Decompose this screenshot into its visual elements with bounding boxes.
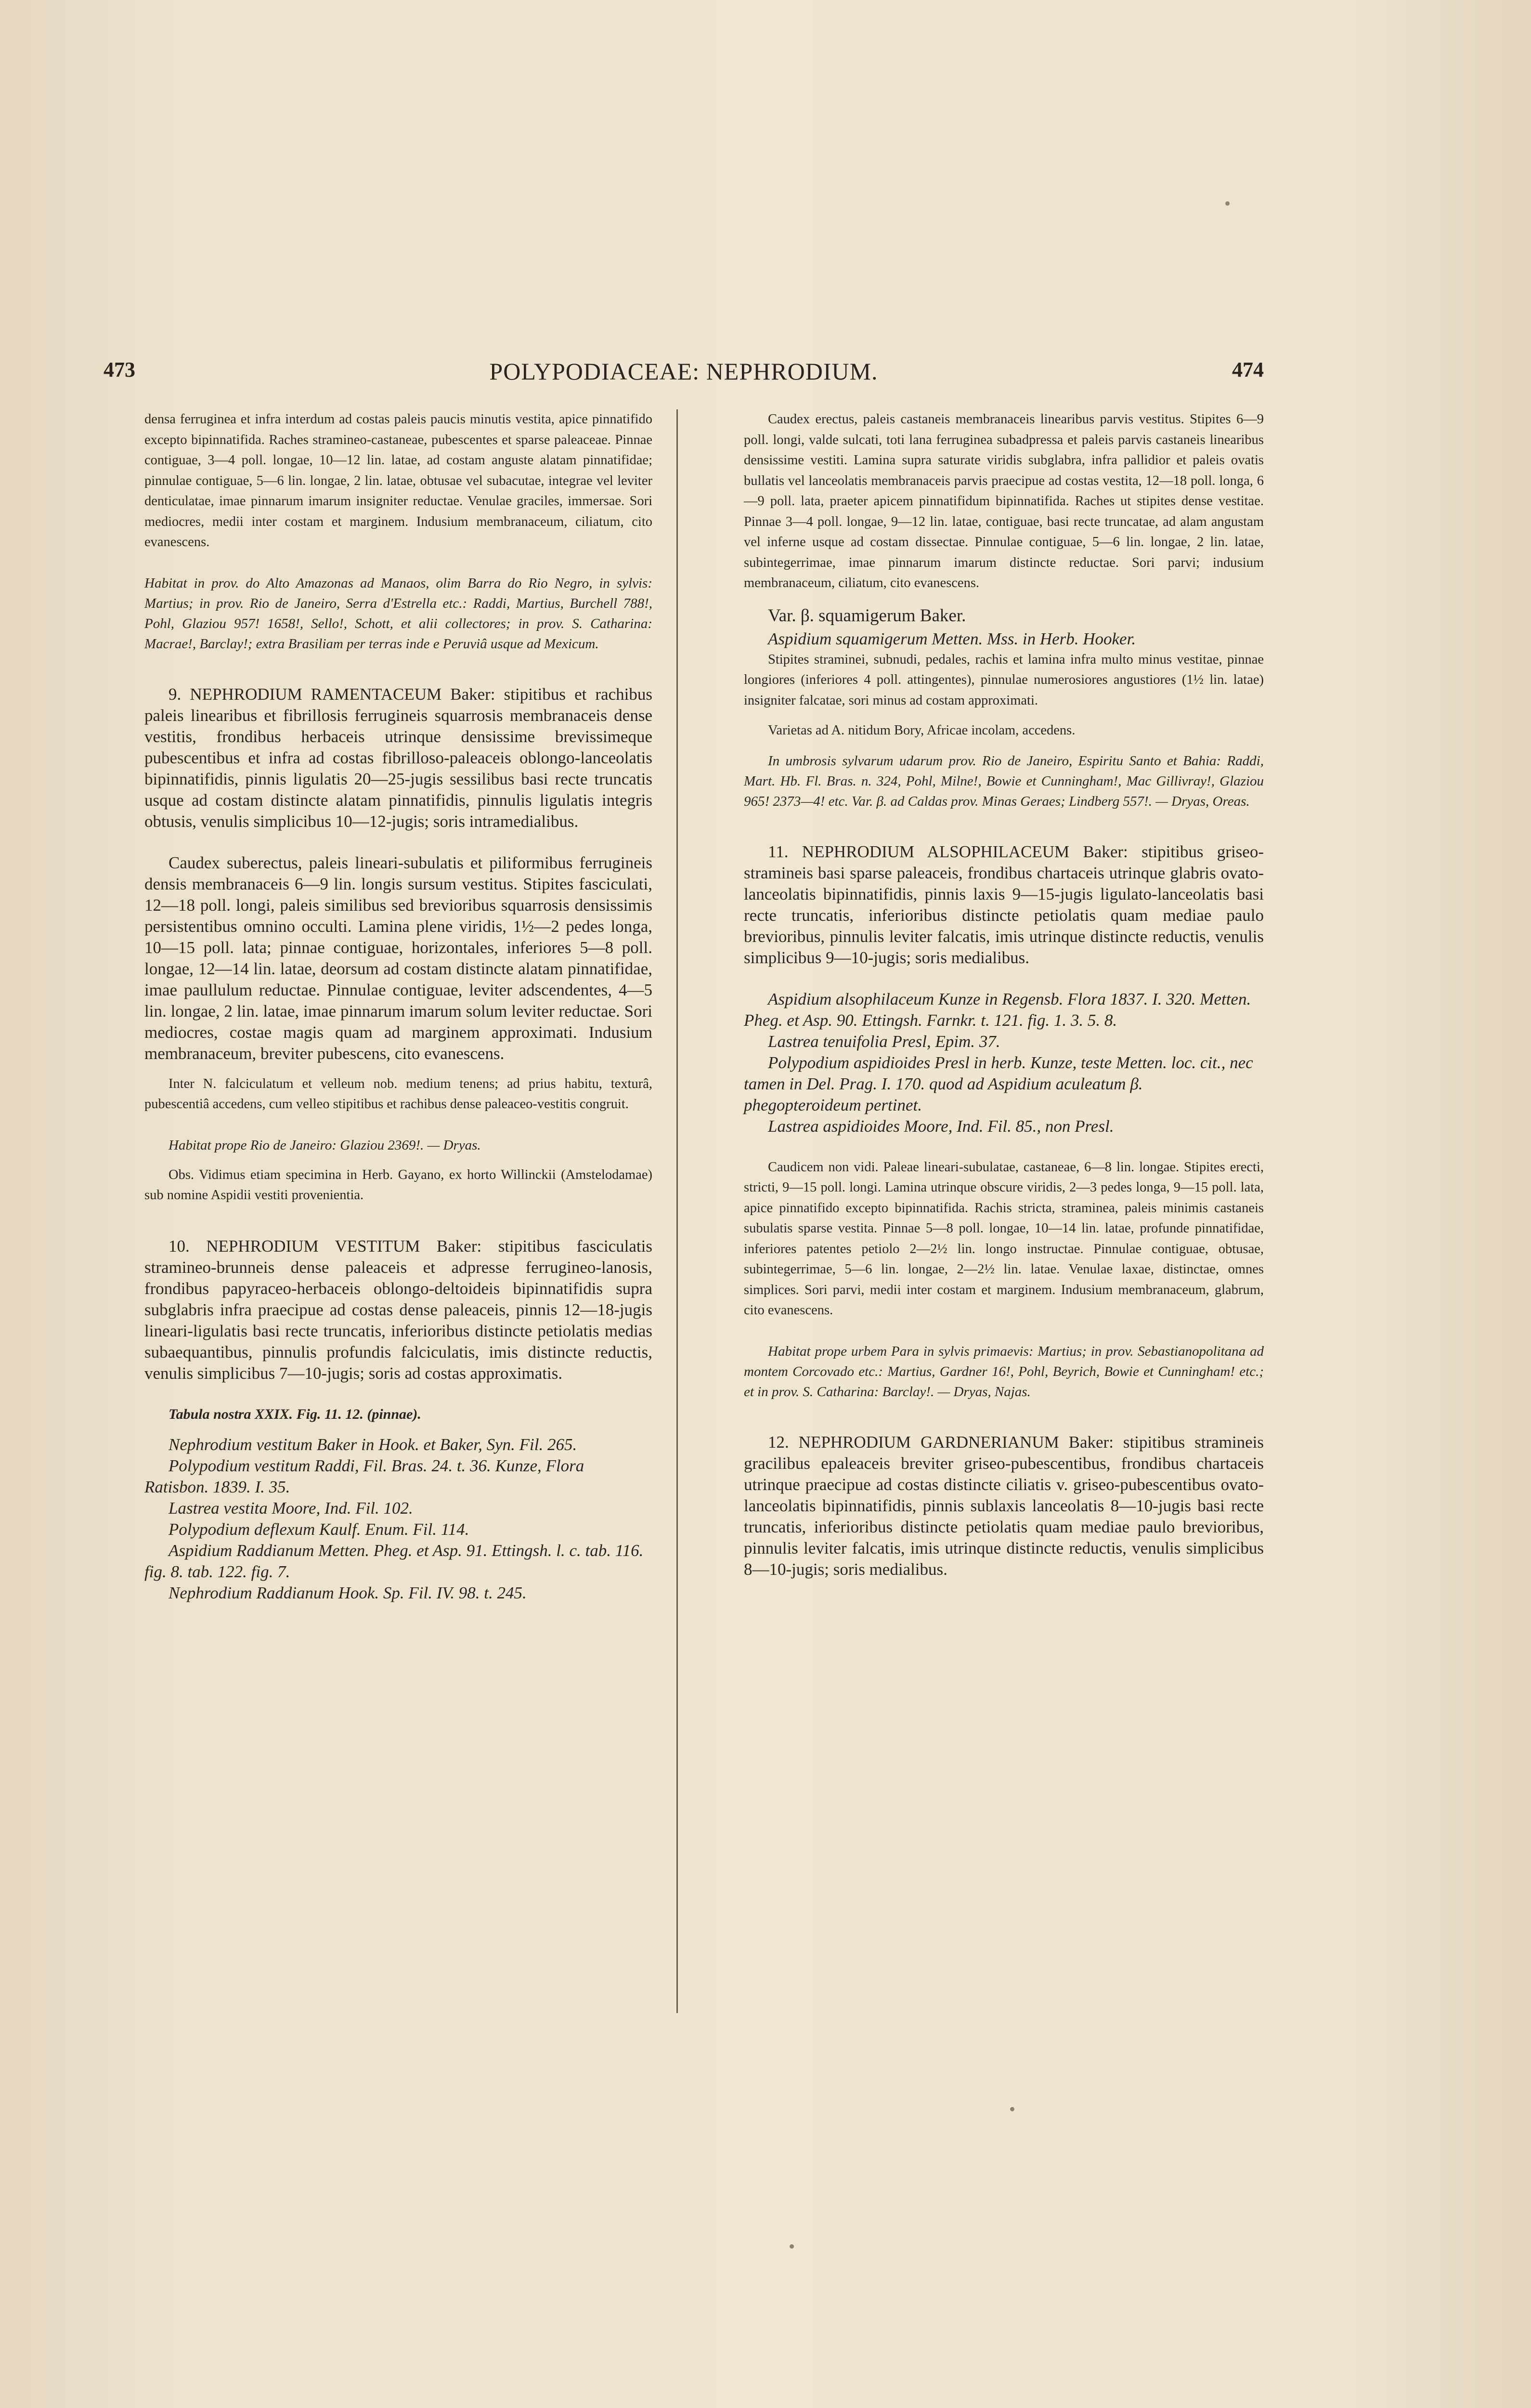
variety-synonym: Aspidium squamigerum Metten. Mss. in Herb. Hooker. bbox=[768, 629, 1136, 648]
variety-title: Var. β. squamigerum Baker. bbox=[768, 605, 966, 626]
species-12-diagnosis: 12. NEPHRODIUM GARDNERIANUM Baker: stipitibus stramineis gracilibus epaleaceis breviter griseo-pubescentibus, frondibus chartaceis utrinque praecipue ad costas distincte ciliatis v. griseo-pubescentibus ovato-lanceolatis bipinnatifidis, pinnis sublaxis lanceolatis 8—10-jugis basi recte truncatis, inferioribus distincte petiolatis quam mediae paulo brevioribus, pinnulis leviter falcatis, imis utrinque distincte reductis, venulis simplicibus 8—10-jugis; soris medialibus. bbox=[744, 1432, 1264, 1579]
species-11-habitat: Habitat prope urbem Para in sylvis primaevis: Martius; in prov. Sebastianopolitana ad montem Corcovado etc.: Martius, Gardner 16!, Pohl, Beyrich, Bowie et Cunningham! etc.; et in prov. S. Catharina: Barclay!. — Dryas, Najas. bbox=[744, 1343, 1264, 1400]
synonym: Aspidium alsophilaceum Kunze in Regensb. Flora 1837. I. 320. Metten. Pheg. et Asp. 90. Ettingsh. Farnkr. t. 121. fig. 1. 3. 5. 8. bbox=[744, 989, 1251, 1030]
species-9-description: Caudex suberectus, paleis lineari-subulatis et piliformibus ferrugineis densis membranaceis 6—9 lin. longis sursum vestitus. Stipites fasciculati, 12—18 poll. longi, paleis similibus sed brevioribus squarrosis densissimis persistentibus omnino occulti. Lamina plene viridis, 1½—2 pedes longa, 10—15 poll. lata; pinnae contiguae, horizontales, inferiores 5—8 poll. longae, 12—14 lin. latae, deorsum ad costam distincte alatam pinnatifidae, imae paullulum reductae. Pinnulae contiguae, leviter adscendentes, 4—5 lin. longae, 2 lin. latae, imae pinnarum imarum solum leviter reductae. Sori mediocres, costae magis quam ad marginem approximati. Indusium membranaceum, breviter pubescens, cito evanescens. bbox=[144, 853, 652, 1063]
synonym: Lastrea aspidioides Moore, Ind. Fil. 85., non Presl. bbox=[768, 1116, 1114, 1136]
page-header bbox=[104, 357, 1264, 396]
column-divider bbox=[676, 409, 678, 2013]
species-9-habitat: Habitat prope Rio de Janeiro: Glaziou 2369!. — Dryas. bbox=[169, 1137, 481, 1153]
species-11-diagnosis: 11. NEPHRODIUM ALSOPHILACEUM Baker: stipitibus griseo-stramineis basi sparse paleaceis, frondibus chartaceis utrinque glabris ovato-lanceolatis bipinnatifidis, pinnis laxis 9—15-jugis ligulato-lanceolatis basi recte truncatis, inferioribus distincte petiolatis quam mediae paulo brevioribus, pinnulis leviter falcatis, imis utrinque distincte reductis, venulis simplicibus 9—10-jugis; soris medialibus. bbox=[744, 842, 1264, 967]
right-column bbox=[744, 409, 1264, 1580]
paper-speck bbox=[1225, 201, 1230, 206]
synonym: Lastrea tenuifolia Presl, Epim. 37. bbox=[768, 1032, 1000, 1051]
page-number-left: 473 bbox=[104, 358, 135, 381]
synonym: Aspidium Raddianum Metten. Pheg. et Asp. 91. Ettingsh. l. c. tab. 116. fig. 8. tab. 122. fig. 7. bbox=[144, 1541, 644, 1581]
species-11-description: Caudicem non vidi. Paleae lineari-subulatae, castaneae, 6—8 lin. longae. Stipites erecti, stricti, 9—15 poll. longi. Lamina utrinque obscure viridis, 2—3 pedes longa, 9—15 poll. lata, apice pinnatifido excepto bipinnatifida. Rachis stricta, straminea, paleis minimis castaneis subulatis sparse vestita. Pinnae 5—8 poll. longae, 10—14 lin. latae, profunde pinnatifidae, inferiores patentes petiolo 2—2½ lin. longo instructae. Pinnulae contiguae, obtusae, subintegerrimae, 5—6 lin. longae, 2—2½ lin. latae. Venulae laxae, distinctae, omnes simplices. Sori parvi, medii inter costam et marginem. Indusium membranaceum, glabrum, cito evanescens. bbox=[744, 1159, 1264, 1318]
synonym: Nephrodium Raddianum Hook. Sp. Fil. IV. 98. t. 245. bbox=[169, 1583, 527, 1602]
species-10-description: Caudex erectus, paleis castaneis membranaceis linearibus parvis vestitus. Stipites 6—9 poll. longi, valde sulcati, toti lana ferruginea subadpressa et paleis parvis castaneis linearibus densissime vestiti. Lamina supra saturate viridis subglabra, infra pallidior et paleis ovatis bullatis vel lanceolatis membranaceis parvis praecipue ad costas vestita, 12—18 poll. longa, 6—9 poll. lata, praeter apicem pinnatifidum bipinnatifida. Raches ut stipites dense vestitae. Pinnae 3—4 poll. longae, 9—12 lin. latae, contiguae, basi recte truncatae, ad alam angustam vel inferne usque ad costam dissectae. Pinnulae contiguae, 5—6 lin. longae, 2 lin. latae, subintegerrimae, imae pinnarum imarum distincte reductae. Sori parvi; indusium membranaceum, ciliatum, cito evanescens. bbox=[744, 412, 1264, 590]
page-number-right: 474 bbox=[1232, 358, 1264, 381]
synonym: Polypodium deflexum Kaulf. Enum. Fil. 114. bbox=[169, 1519, 469, 1539]
left-column bbox=[144, 409, 652, 1604]
species-9-diagnosis: 9. NEPHRODIUM RAMENTACEUM Baker: stipitibus et rachibus paleis linearibus et fibrillosis ferrugineis squarrosis membranaceis dense vestitis, frondibus herbaceis utrinque densissime brevissimeque pubescentibus et infra ad costas fibrilloso-paleaceis oblongo-lanceolatis bipinnatifidis, pinnis ligulatis 20—25-jugis sessilibus basi recte truncatis usque ad costam distincte alatam pinnatifidis, pinnulis ligulatis integris obtusis, venulis simplicibus 10—12-jugis; soris intramedialibus. bbox=[144, 684, 652, 831]
species-9-observation: Obs. Vidimus etiam specimina in Herb. Gayano, ex horto Willinckii (Amstelodamae) sub nomine Aspidii vestiti provenientia. bbox=[144, 1167, 652, 1203]
species-9-note: Inter N. falciculatum et velleum nob. medium tenens; ad prius habitu, texturâ, pubescentiâ accedens, cum velleo stipitibus et rachibus dense paleaceo-vestitis congruit. bbox=[144, 1076, 652, 1112]
species-10-diagnosis: 10. NEPHRODIUM VESTITUM Baker: stipitibus fasciculatis stramineo-brunneis dense paleaceis et adpresse ferrugineo-lanosis, frondibus papyraceo-herbaceis oblongo-deltoideis bipinnatifidis supra subglabris infra praecipue ad costas dense paleaceis, pinnis 12—18-jugis lineari-ligulatis basi recte truncatis, inferioribus distincte petiolatis medias subaequantibus, pinnulis profundis falciculatis, imis distincte reductis, venulis simplicibus 7—10-jugis; soris ad costas approximatis. bbox=[144, 1236, 652, 1383]
description-continued: densa ferruginea et infra interdum ad costas paleis paucis minutis vestita, apice pinnatifido excepto bipinnatifida. Raches stramineo-castaneae, pubescentes et sparse paleaceae. Pinnae contiguae, 3—4 poll. longae, 10—12 lin. latae, ad costam anguste alatam pinnatifidae; pinnulae contiguae, 5—6 lin. longae, 2 lin. latae, obtusae vel subacutae, integrae vel leviter denticulatae, imae pinnarum imarum insigniter reductae. Venulae graciles, immersae. Sori mediocres, medii inter costam et marginem. Indusium membranaceum, ciliatum, cito evanescens. bbox=[144, 412, 652, 550]
species-10-habitat: In umbrosis sylvarum udarum prov. Rio de Janeiro, Espiritu Santo et Bahia: Raddi, Mart. Hb. Fl. Bras. n. 324, Pohl, Milne!, Bowie et Cunningham!, Mac Gillivray!, Glaziou 965! 2373—4! etc. Var. β. ad Caldas prov. Minas Geraes; Lindberg 557!. — Dryas, Oreas. bbox=[744, 753, 1264, 809]
synonym: Polypodium aspidioides Presl in herb. Kunze, teste Metten. loc. cit., nec tamen in Del. Prag. I. 170. quod ad Aspidium aculeatum β. phegopteroideum pertinet. bbox=[744, 1053, 1253, 1114]
synonym: Lastrea vestita Moore, Ind. Fil. 102. bbox=[169, 1498, 413, 1518]
variety-description: Stipites straminei, subnudi, pedales, rachis et lamina infra multo minus vestitae, pinnae longiores (inferiores 4 poll. attingentes), pinnulae numerosiores angustiores (1½ lin. latae) insigniter falcatae, sori minus ad costam approximati. bbox=[744, 652, 1264, 708]
variety-note: Varietas ad A. nitidum Bory, Africae incolam, accedens. bbox=[768, 723, 1076, 738]
plate-reference: Tabula nostra XXIX. Fig. 11. 12. (pinnae). bbox=[169, 1406, 421, 1422]
habitat-paragraph: Habitat in prov. do Alto Amazonas ad Manaos, olim Barra do Rio Negro, in sylvis: Martius; in prov. Rio de Janeiro, Serra d'Estrella etc.: Raddi, Martius, Burchell 788!, Pohl, Glaziou 957! 1658!, Sello!, Schott, et alii collectores; in prov. S. Catharina: Macrae!, Barclay!; extra Brasiliam per terras inde e Peruviâ usque ad Mexicum. bbox=[144, 575, 652, 652]
paper-speck bbox=[790, 2244, 794, 2249]
synonym: Nephrodium vestitum Baker in Hook. et Baker, Syn. Fil. 265. bbox=[169, 1435, 577, 1454]
running-title: POLYPODIACEAE: NEPHRODIUM. bbox=[489, 358, 878, 385]
synonym: Polypodium vestitum Raddi, Fil. Bras. 24. t. 36. Kunze, Flora Ratisbon. 1839. I. 35. bbox=[144, 1456, 584, 1496]
paper-speck bbox=[1010, 2107, 1014, 2111]
